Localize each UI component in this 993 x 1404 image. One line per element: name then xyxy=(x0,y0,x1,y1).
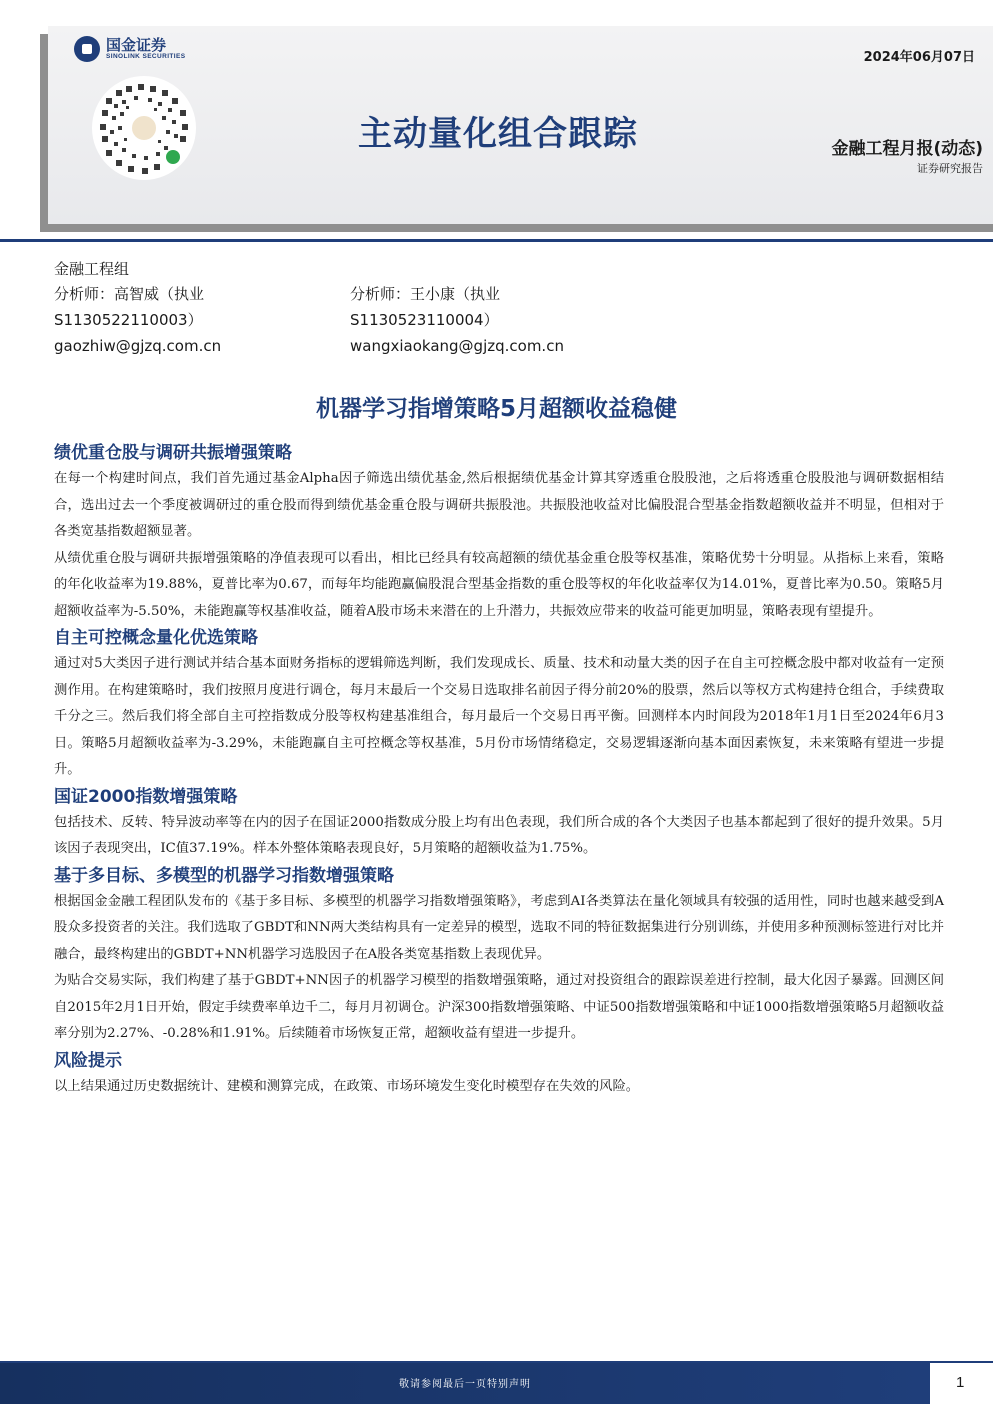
analyst-name: 分析师：高智威（执业 xyxy=(54,285,205,303)
main-title: 机器学习指增策略5月超额收益稳健 xyxy=(315,396,677,422)
section-paragraph: 包括技术、反转、特异波动率等在内的因子在国证2000指数成分股上均有出色表现，我们所合成的各个大类因子也基本都起到了很好的提升效果。5月该因子表现突出，IC值37.19%。样本外整体策略表现良好，5月策略的超额收益为1.75%。 xyxy=(54,814,944,856)
report-series-title: 主动量化组合跟踪 xyxy=(358,114,638,154)
analyst-block xyxy=(54,281,221,359)
qr-center-logo xyxy=(130,114,158,142)
section-paragraph: 通过对5大类因子进行测试并结合基本面财务指标的逻辑筛选判断，我们发现成长、质量、技术和动量大类的因子在自主可控概念股中都对收益有一定预测作用。在构建策略时，我们按照月度进行调仓，每月末最后一个交易日选取排名前因子得分前20%的股票，然后以等权方式构建持仓组合，手续费取千分之三。然后我们将全部自主可控指数成分股等权构建基准组合，每月最后一个交易日再平衡。回测样本内时间段为2018年1月1日至2024年6月3日。策略5月超额收益率为-3.29%，未能跑赢自主可控概念等权基准，5月份市场情绪稳定，交易逻辑逐渐向基本面因素恢复，未来策略有望进一步提升。 xyxy=(54,656,944,777)
section-paragraph: 为贴合交易实际，我们构建了基于GBDT+NN因子的机器学习模型的指数增强策略，通过对投资组合的跟踪误差进行控制，最大化因子暴露。回测区间自2015年2月1日开始，假定手续费率单边千二，每月月初调仓。沪深300指数增强策略、中证500指数增强策略和中证1000指数增强策略5月超额收益率分别为2.27%、-0.28%和1.91%。后续随着市场恢复正常，超额收益有望进一步提升。 xyxy=(54,973,944,1041)
section-heading: 风险提示 xyxy=(54,1050,122,1071)
section-paragraph: 以上结果通过历史数据统计、建模和测算完成，在政策、市场环境发生变化时模型存在失效的风险。 xyxy=(54,1078,640,1094)
team-name: 金融工程组 xyxy=(54,260,130,278)
analyst-license: S1130522110003） xyxy=(54,311,203,329)
header-divider xyxy=(0,239,993,242)
section-heading: 国证2000指数增强策略 xyxy=(54,786,238,807)
mini-program-icon xyxy=(166,150,180,164)
section-paragraph: 在每一个构建时间点，我们首先通过基金Alpha因子筛选出绩优基金,然后根据绩优基金计算其穿透重仓股股池，之后将透重仓股股池与调研数据相结合，选出过去一个季度被调研过的重仓股而得到绩优基金重仓股与调研共振股池。共振股池收益对比偏股混合型基金指数超额收益并不明显，但相对于各类宽基指数超额显著。 xyxy=(54,471,944,539)
sinolink-logo-icon xyxy=(74,36,100,62)
logo-cn: 国金证券 xyxy=(106,36,167,54)
analyst-email: gaozhiw@gjzq.com.cn xyxy=(54,337,222,355)
footer-disclaimer: 敬请参阅最后一页特别声明 xyxy=(399,1379,531,1390)
report-type: 金融工程月报(动态) xyxy=(831,139,983,159)
qr-code-icon xyxy=(92,76,196,180)
analyst-name: 分析师：王小康（执业 xyxy=(350,285,501,303)
section-paragraph: 从绩优重仓股与调研共振增强策略的净值表现可以看出，相比已经具有较高超额的绩优基金重仓股等权基准，策略优势十分明显。从指标上来看，策略的年化收益率为19.88%，夏普比率为0.67，而每年均能跑赢偏股混合型基金指数的重仓股等权的年化收益率仅为14.01%，夏普比率为0.50。策略5月超额收益率为-5.50%，未能跑赢等权基准收益，随着A股市场未来潜在的上升潜力，共振效应带来的收益可能更加明显，策略表现有望提升。 xyxy=(54,550,944,619)
section-paragraph: 根据国金金融工程团队发布的《基于多目标、多模型的机器学习指数增强策略》，考虑到AI各类算法在量化领域具有较强的适用性，同时也越来越受到A股众多投资者的关注。我们选取了GBDT和NN两大类结构具有一定差异的模型，选取不同的特征数据集进行分别训练，并使用多种预测标签进行对比并融合，最终构建出的GBDT+NN机器学习选股因子在A股各类宽基指数上表现优异。 xyxy=(54,893,944,962)
logo-en: SINOLINK SECURITIES xyxy=(106,53,186,60)
section-heading: 自主可控概念量化优选策略 xyxy=(54,628,258,648)
analyst-block xyxy=(350,281,564,359)
report-subtype: 证券研究报告 xyxy=(917,162,983,175)
section-heading: 绩优重仓股与调研共振增强策略 xyxy=(54,443,292,463)
analyst-license: S1130523110004） xyxy=(350,311,499,329)
brand-logo xyxy=(74,36,185,62)
analyst-email: wangxiaokang@gjzq.com.cn xyxy=(350,337,564,355)
page-number: 1 xyxy=(956,1374,965,1391)
section-heading: 基于多目标、多模型的机器学习指数增强策略 xyxy=(54,865,394,886)
report-body xyxy=(54,440,944,1100)
report-date: 2024年06月07日 xyxy=(863,50,975,65)
